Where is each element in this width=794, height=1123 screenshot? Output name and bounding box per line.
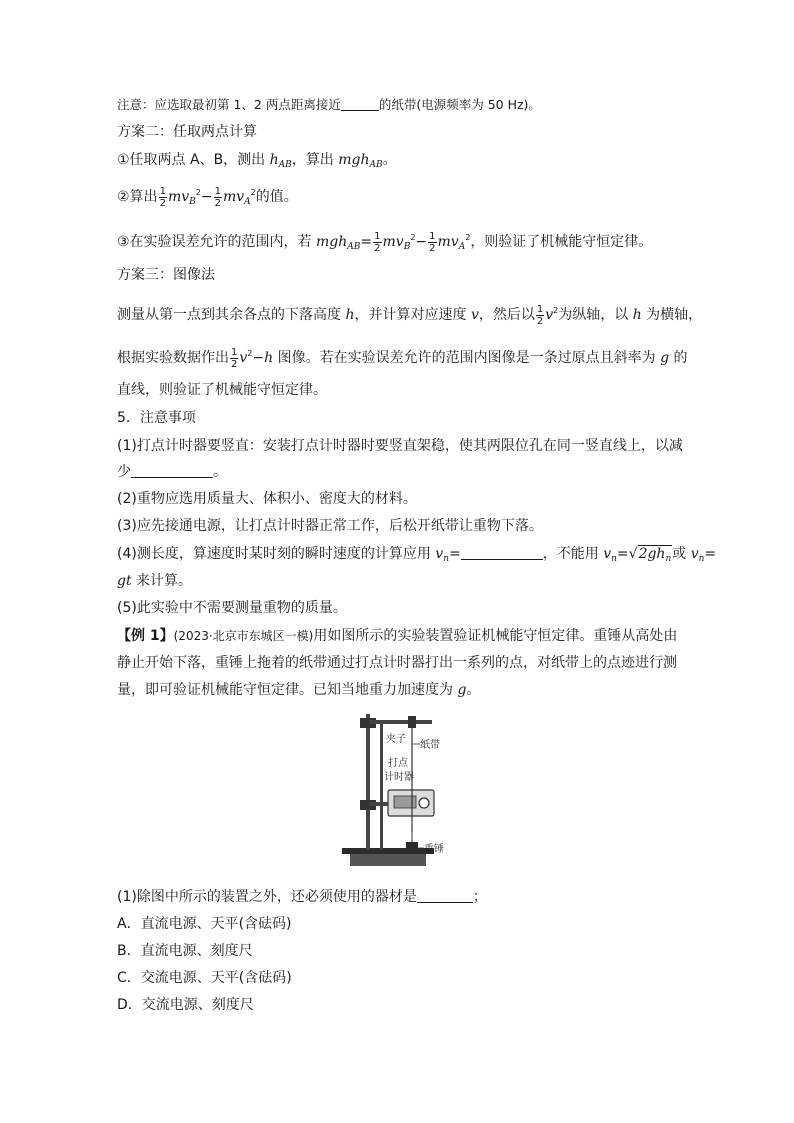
section5-item1b: 少 。: [117, 464, 227, 480]
label-timer-1: 打点: [388, 758, 408, 769]
note-blank[interactable]: [341, 96, 379, 111]
example-source: (2023·北京市东城区一模): [173, 629, 314, 643]
plan3-p1: 测量从第一点到其余各点的下落高度 h，并计算对应速度 v，然后以 $\frac{1}{2}$ $v^2$为纵轴，以 h 为横轴，: [117, 303, 703, 327]
plan2-title: 方案二：任取两点计算: [117, 124, 257, 140]
mid-arm: [370, 802, 390, 806]
plan3-p2: 根据实验数据作出 $\frac{1}{2}$ $v^2-h$ 图像。若在实验误差允许的范围内图像是一条过原点且斜率为 g 的: [117, 346, 688, 370]
plan2-step3: ③在实验误差允许的范围内，若 mgh$_{AB}$= $\frac{1}{2}$ $mv_B^2-$ $\frac{1}{2}$ $mv_A^2$，则验证了机械能守恒定律。: [117, 230, 653, 254]
note-prefix: 注意：应选取最初第 1、2 两点距离接近: [117, 97, 341, 112]
example-line1: 【例 1】(2023·北京市东城区一模)用如图所示的实验装置验证机械能守恒定律。重锤从高处由: [117, 628, 678, 644]
label-timer-2: 计时器: [384, 772, 414, 783]
example-line3: 量，即可验证机械能守恒定律。已知当地重力加速度为 g。: [117, 682, 481, 698]
plan2-step2: ②算出 $\frac{1}{2}$ $mv_B^2-$ $\frac{1}{2}$ $mv_A^2$的值。: [117, 185, 298, 209]
section5-title: 5．注意事项: [117, 410, 196, 426]
plan2-step1: ①任取两点 A、B，测出 $h_{AB}$，算出 mgh$_{AB}$。: [117, 152, 397, 170]
label-clip: 夹子: [386, 734, 406, 745]
question-1: (1)除图中所示的装置之外，还必须使用的器材是 ；: [117, 889, 487, 905]
stand-base-lower: [350, 854, 426, 866]
plan3-title: 方案三：图像法: [117, 267, 215, 283]
timer-disc: [419, 798, 429, 808]
option-c[interactable]: C．交流电源、天平(含砝码): [117, 970, 292, 986]
note-line: [117, 95, 541, 115]
weight-block: [406, 842, 418, 854]
option-a[interactable]: A．直流电源、天平(含砝码): [117, 916, 292, 932]
note-suffix: 的纸带(电源频率为 50 Hz)。: [378, 97, 541, 112]
fraction: $\frac{1}{2}$: [374, 230, 381, 254]
fraction: $\frac{1}{2}$: [429, 230, 436, 254]
fraction: $\frac{1}{2}$: [536, 303, 544, 327]
timer-coil: [394, 796, 416, 808]
stand-pole: [366, 714, 370, 850]
section5-item5: (5)此实验中不需要测量重物的质量。: [117, 600, 347, 616]
section5-item4a: (4)测长度，算速度时某时刻的瞬时速度的计算应用 $v_n=$ ，不能用 $v_n=√2gh_n$或 $v_n=$: [117, 546, 717, 564]
plan3-p3: 直线，则验证了机械能守恒定律。: [117, 382, 327, 398]
example-line2: 静止开始下落，重锤上拖着的纸带通过打点计时器打出一系列的点，对纸带上的点迹进行测: [117, 655, 677, 671]
sqrt-body: $2gh_n$: [638, 546, 672, 564]
section5-item2: (2)重物应选用质量大、体积小、密度大的材料。: [117, 491, 417, 507]
item4-blank[interactable]: [461, 545, 543, 560]
top-arm: [370, 720, 432, 724]
section5-item4b: gt 来计算。: [117, 573, 193, 589]
option-d[interactable]: D．交流电源、刻度尺: [117, 997, 254, 1013]
sqrt-sign: √: [628, 546, 638, 562]
apparatus-diagram: [340, 708, 460, 878]
section5-item1a: (1)打点计时器要竖直：安装打点计时器时要竖直架稳，使其两限位孔在同一竖直线上，以减: [117, 438, 683, 454]
question-1-blank[interactable]: [417, 888, 473, 903]
label-weight: 重锤: [424, 844, 444, 855]
fraction: $\frac{1}{2}$: [214, 185, 221, 209]
fraction: $\frac{1}{2}$: [159, 185, 166, 209]
fraction: $\frac{1}{2}$: [231, 346, 238, 370]
label-tape: 纸带: [420, 740, 440, 751]
option-b[interactable]: B．直流电源、刻度尺: [117, 943, 253, 959]
stand-pole-2: [380, 724, 383, 850]
item1-blank[interactable]: [131, 463, 213, 478]
section5-item3: (3)应先接通电源，让打点计时器正常工作，后松开纸带让重物下落。: [117, 518, 543, 534]
stand-base: [342, 848, 434, 854]
example-label: 【例 1】: [117, 628, 174, 644]
